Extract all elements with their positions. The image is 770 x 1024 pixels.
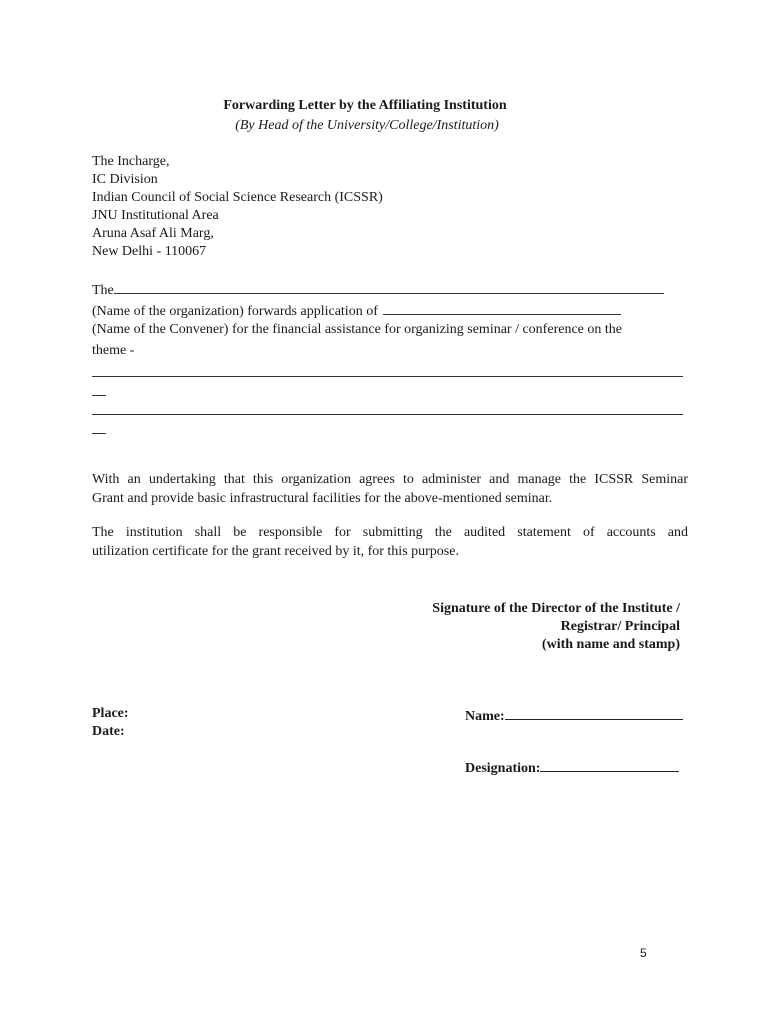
letter-title: Forwarding Letter by the Affiliating Institution (223, 98, 507, 113)
convener-description-row (92, 321, 692, 342)
responsibility-line: The institution shall be responsible for submitting the audited statement of accounts and (92, 525, 688, 540)
address-line: IC Division (92, 172, 158, 187)
address-line: The Incharge, (92, 154, 170, 169)
theme-blank-line-1[interactable] (92, 376, 683, 377)
designation-blank[interactable] (540, 757, 679, 772)
theme-row (92, 342, 692, 363)
address-line: New Delhi - 110067 (92, 244, 207, 259)
place-label: Place: (92, 706, 129, 721)
organization-paragraph (92, 279, 692, 363)
organization-text: (Name of the organization) forwards application of (92, 304, 378, 319)
undertaking-line: With an undertaking that this organization agrees to administer and manage the ICSSR Seminar (92, 472, 688, 487)
name-blank[interactable] (505, 705, 683, 720)
theme-blank-line-2[interactable] (92, 414, 683, 415)
undertaking-line: Grant and provide basic infrastructural facilities for the above-mentioned seminar. (92, 491, 553, 506)
signature-line: Signature of the Director of the Institute / (432, 601, 680, 616)
theme-blank-dash-1 (92, 395, 106, 396)
undertaking-paragraph (92, 470, 688, 508)
address-line: Aruna Asaf Ali Marg, (92, 226, 214, 241)
organization-row (92, 279, 692, 300)
convener-text: (Name of the Convener) for the financial assistance for organizing seminar / conference on the (92, 322, 622, 337)
signature-block (432, 600, 680, 654)
the-label: The (92, 283, 114, 298)
address-line: Indian Council of Social Science Research (ICSSR) (92, 190, 383, 205)
place-date-block (92, 705, 129, 741)
responsibility-paragraph (92, 523, 688, 561)
signature-line: Registrar/ Principal (560, 619, 680, 634)
theme-blank-dash-2 (92, 433, 106, 434)
date-label: Date: (92, 724, 125, 739)
organization-name-blank[interactable] (114, 279, 664, 294)
theme-label: theme - (92, 343, 135, 358)
responsibility-line: utilization certificate for the grant received by it, for this purpose. (92, 544, 459, 559)
name-field (465, 705, 683, 725)
convener-name-blank[interactable] (383, 300, 621, 315)
convener-row (92, 300, 692, 321)
page-number: 5 (640, 946, 647, 960)
designation-field (465, 757, 679, 777)
signature-line: (with name and stamp) (541, 637, 680, 652)
designation-label: Designation: (465, 761, 541, 776)
address-line: JNU Institutional Area (92, 208, 219, 223)
name-label: Name: (465, 709, 505, 724)
recipient-address (92, 153, 383, 261)
letter-subtitle: (By Head of the University/College/Institution) (235, 118, 499, 133)
